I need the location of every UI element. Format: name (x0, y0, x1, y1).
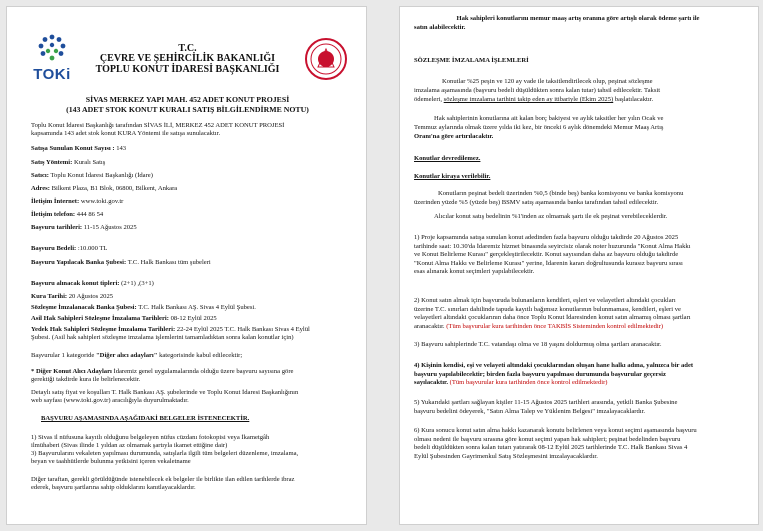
field-row (31, 326, 354, 334)
intro-line-2: kapsamında 143 adet stok konut KURA Yöntemi ile satışa sunulacaktır. (31, 130, 221, 137)
detail-line-1: Detaylı satış fiyat ve koşulları T. Halk Bankası AŞ. şubelerinde ve Toplu Konut İdaresi Başkanlığının (31, 389, 299, 396)
other-line-2: ederek, başvuru şartlarına sahip olduklarını kanıtlayacaklardır. (31, 484, 196, 491)
contract-p1-line-2: imzalama aşamasında (başvuru bedeli düşüldükten sonra kalan tutar) tahsil edilecektir. Taksit (414, 87, 661, 94)
right-top-line-1: Hak sahipleri konutlarını memur maaş artış oranına göre artışlı olarak ödeme şartı ile (456, 15, 700, 22)
field-label: Adres: (31, 185, 50, 192)
item-2-line-3: velayetleri altındaki çocuklarının daha önce Toplu Konut İdaresinden konut satın almamış olması şartları (414, 314, 691, 321)
field-label: Sözleşme İmzalanacak Banka Şubesi: (31, 304, 137, 311)
field-label: Satış Yöntemi: (31, 159, 73, 166)
doc-title: SİVAS MERKEZ YAPI MAH. 452 ADET KONUT PROJESİ (85, 95, 290, 104)
field-row (31, 185, 354, 193)
item-1-line-5: esas alınarak konut seçimleri yapılabilecektir. (414, 268, 535, 275)
extra-downpayment-line: Alıcılar konut satış bedelinin %1'inden az olmamak şartı ile ek peşinat verebileceklerdir. (434, 213, 668, 220)
item-2-line-4: aranacaktır. (Tüm başvurular kura tarihinden önce TAKBİS Sisteminden kontrol edilmektedir) (414, 322, 664, 330)
devir-heading: Konutlar devredilemez. (414, 155, 481, 162)
field-row (31, 259, 354, 267)
item-1-line-2: tarihinde saat: 10.30'da İdaremiz hizmet binasında seyircisiz olarak noter huzurunda "Konut Alma Hakkı (414, 242, 691, 250)
field-label: Başvuru tarihleri: (31, 224, 83, 231)
item-6-line-1: 6) Kura sonucu konut satın alma hakkı kazanarak konutu belirlenen veya konut seçimi aşamasında başvuru (414, 427, 697, 434)
field-value: 20 Ağustos 2025 (67, 293, 114, 300)
field-row (31, 293, 354, 301)
item-5-line-1: 5) Yukarıdaki şartları sağlayan kişiler 11-15 Ağustos 2025 tarihleri arasında, yetkili Banka Şubesine (414, 399, 678, 406)
field-value: 22-24 Eylül 2025 T.C. Halk Bankası Sivas 4 Eylül (175, 326, 310, 333)
field-row (31, 224, 354, 232)
item-6-line-3: bedeli düşüldükten sonra kalan tutarı yatırarak 08-12 Eylül 2025 tarihlerinde T.C. Halk Bankası Sivas 4 (414, 444, 688, 451)
field-row (31, 211, 354, 219)
doc-subtitle: (143 ADET STOK KONUT KURALI SATIŞ BİLGİLENDİRME NOTU) (66, 105, 309, 114)
field-row (31, 280, 354, 288)
field-row (31, 159, 354, 167)
item-6-line-2: olması nedeni ile başvuru sırasına göre konut seçimi yapan hak sahipleri; peşinat bedelinden başvuru (414, 435, 681, 443)
field-row (31, 304, 354, 312)
contract-p2-line-2: Temmuz aylarında olmak üzere yılda iki kez, bir önceki 6 aylık dönemdeki Memur Maaş Artış (414, 124, 664, 131)
field-value: 11-15 Ağustos 2025 (82, 224, 137, 231)
other-line-1: Diğer taraftan, gerekli görüldüğünde istenebilecek ek belgeler ile birlikte ilan edilen tarihlerde ibraz (31, 476, 295, 483)
doc-item-1-line-1: 1) Sivas il nüfusuna kayıtlı olduğunu belgeleyen nüfus cüzdanı fotokopisi veya İkametgâh (31, 434, 270, 441)
contract-p1-line-1: Konutlar %25 peşin ve 120 ay vade ile taksitlendirilecek olup, peşinat sözleşme (442, 78, 653, 85)
field-value: Kuralı Satış (72, 159, 106, 166)
field-value: 444 86 54 (75, 211, 104, 218)
org-line-tc: T.C. (178, 43, 197, 54)
org-line-toki: TOPLU KONUT İDARESİ BAŞKANLIĞI (95, 64, 280, 75)
contract-heading: SÖZLEŞME İMZALAMA İŞLEMLERİ (414, 57, 529, 64)
doc-item-3-line-2: beyan ve taahhütlerde bulunma yetkisini içeren vekaletname (31, 458, 191, 465)
takbis-notice: (Tüm başvurular kura tarihinden önce TAKBİS Sisteminden kontrol edilmektedir) (444, 322, 664, 330)
item-6-line-4: Eylül Şubesinden Gayrimenkul Satış Sözleşmesini imzalayacaklardır. (414, 452, 598, 460)
item-4-line-2: başvuru yapılabilecektir; birden fazla başvuru yapılması durumunda başvurular geçersiz (414, 370, 666, 378)
field-value: T.C. Halk Bankası AŞ. Sivas 4 Eylül Şubesi. (136, 304, 256, 311)
field-label: Kura Tarihi: (31, 293, 68, 300)
right-page (399, 6, 759, 525)
commission-line-1: Konutların peşinat bedeli üzerinden %0,5 (binde beş) banka komisyonu ve banka komisyonu (438, 190, 684, 197)
yedek-continuation: Şubesi. (Asil hak sahipleri sözleşme imzalama işlemlerini tamamladıktan sonra kalan konutlar için) (31, 334, 294, 341)
org-line-ministry: ÇEVRE VE ŞEHİRCİLİK BAKANLIĞI (99, 53, 276, 64)
doc-item-3-line-1: 3) Başvurularını vekaleten yapılması durumunda, satışlarla ilgili tüm belgeleri düzenleme, imzalama, (31, 450, 299, 457)
item-1-line-4: "Konut Alma Hakkı ve Belirleme Kurası" yerine, İdarenin kararı doğrultusunda kurasız başvuru sırası (414, 259, 683, 267)
item-1-line-1: 1) Proje kapsamında satışa sunulan konut adedinden fazla başvuru olduğu takdirde 20 Ağustos 2025 (414, 234, 679, 241)
commission-line-2: üzerinden yüzde %5 (yüzde beş) BSMV satış aşamasında banka tarafından tahsil edilecektir. (414, 199, 659, 206)
right-top-line-2: satın alabilecektir. (414, 24, 466, 31)
field-label: İletişim telefon: (31, 211, 76, 218)
field-row (31, 145, 354, 153)
field-label: Yedek Hak Sahipleri Sözleşme İmzalama Tarihleri: (31, 326, 176, 333)
field-label: Satıcı: (31, 172, 49, 179)
contract-p1-line-3: ödemeleri, sözleşme imzalama tarihini takip eden ay itibariyle (Ekim 2025) başlatılacaktır. (414, 96, 654, 103)
field-value: Toplu Konut İdaresi Başkanlığı (İdare) (48, 172, 153, 179)
field-label: İletişim İnternet: (31, 198, 80, 205)
field-value: Bilkent Plaza, B1 Blok, 06800, Bilkent, Ankara (49, 185, 178, 192)
field-value: 143 (114, 145, 127, 152)
item-3-line: 3) Başvuru sahiplerinde T.C. vatandaşı olma ve 18 yaşını doldurmuş olma şartları aranacaktır. (414, 341, 662, 348)
field-row (31, 172, 354, 180)
intro-line-1: Toplu Konut İdaresi Başkanlığı tarafından SİVAS İLİ, MERKEZ 452 ADET KONUT PROJESİ (31, 122, 285, 129)
field-row (31, 315, 354, 323)
field-value: 08-12 Eylül 2025 (168, 315, 217, 322)
diger-line-2: gerektiği takdirde kura ile belirlenecektir. (31, 376, 141, 383)
control-notice: (Tüm başvurular kura tarihinden önce kontrol edilmektedir) (448, 379, 608, 386)
field-value: T.C. Halk Bankası tüm şubeleri (126, 259, 211, 266)
field-value: www.toki.gov.tr (79, 198, 124, 205)
item-1-line-3: ve Konut Belirleme Kurası" gerçekleştirilecektir. Konut sayısından daha az başvuru olduğu takdirde (414, 251, 679, 258)
field-row (31, 198, 354, 206)
item-4-line-1: 4) Kişinin kendisi, eşi ve velayeti altındaki çocuklarından oluşan hane halkı adına, yalnızca bir adet (414, 362, 694, 369)
field-row (31, 245, 354, 253)
diger-line-1: * Diğer Konut Alıcı Adayları İdaremiz genel uygulamalarında olduğu üzere başvuru sayısına göre (31, 368, 294, 375)
toki-logo-text: TOKi (33, 66, 71, 83)
left-page (6, 6, 367, 525)
field-value: :10.000 TL (76, 245, 108, 252)
field-label: Başvuru Yapılacak Banka Şubesi: (31, 259, 127, 266)
field-value: (2+1) ,(3+1) (119, 280, 154, 287)
field-label: Başvuru Bedeli: (31, 245, 77, 252)
detail-line-2: web sayfası (www.toki.gov.tr) aracılığıyla duyurulmaktadır. (31, 397, 189, 404)
item-2-line-2: üzerine T.C. sınırları dahilinde tapuda kayıtlı bağımsız konutlarının bulunmaması, kendileri, eşleri ve (414, 305, 681, 313)
contract-p2-line-3: Oranı'na göre artırılacaktır. (414, 133, 494, 140)
item-4-line-3: sayılacaktır. (Tüm başvurular kura tarihinden önce kontrol edilmektedir) (414, 379, 608, 386)
item-2-line-1: 2) Konut satın almak için başvuruda bulunanların kendileri, eşleri ve velayetleri altındaki çocukları (414, 297, 676, 304)
docs-heading: BAŞVURU AŞAMASINDA AŞAĞIDAKİ BELGELER İSTENECEKTİR. (41, 415, 250, 422)
item-5-line-2: başvuru bedelini ödeyerek, "Satın Alma Talep ve Yüklenim Belgesi" imzalayacaklardır. (414, 407, 646, 415)
kiraya-heading: Konutlar kiraya verilebilir. (414, 173, 491, 180)
field-label: Satışa Sunulan Konut Sayısı : (31, 145, 115, 152)
field-label: Başvuru alınacak konut tipleri: (31, 280, 120, 287)
doc-item-1-line-2: ilmühaberi (Sivas ilinde 1 yıldan az olmamak şartıyla ikamet ettiğine dair) (31, 442, 228, 449)
category-line: Başvurular 1 kategoride "Diğer alıcı adayları" kategorisinde kabul edilecektir; (31, 352, 243, 359)
field-label: Asil Hak Sahipleri Sözleşme İmzalama Tarihleri: (31, 315, 169, 322)
contract-p2-line-1: Hak sahiplerinin konutlarına ait kalan borç bakiyesi ve aylık taksitler her yılın Ocak ve (434, 115, 664, 122)
